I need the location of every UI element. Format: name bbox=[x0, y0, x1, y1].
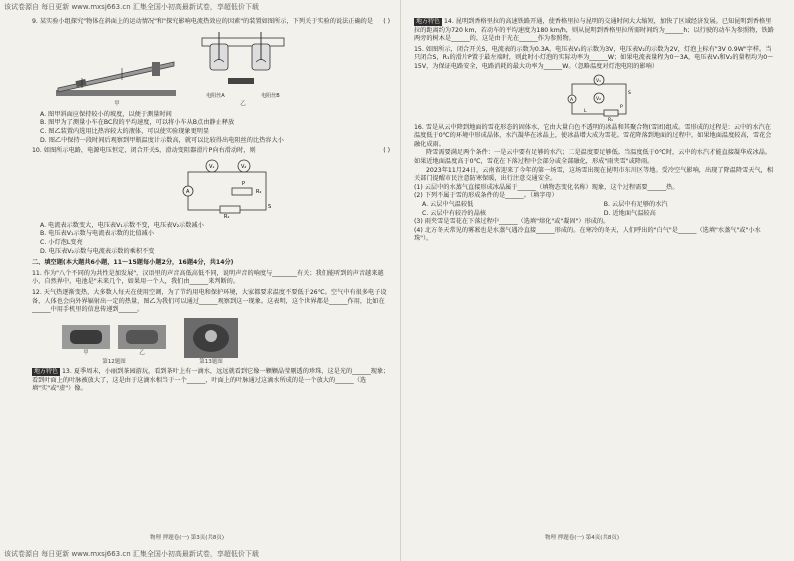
q10-label-p: P bbox=[242, 180, 246, 187]
q10-label-a: A bbox=[186, 188, 190, 195]
q12-label-b: 乙 bbox=[139, 350, 145, 357]
q16-option-a: A. 云层中气温较低 bbox=[422, 200, 474, 208]
question-12: 12. 天气热逐渐变热，大多数人每天在使用空调，为了节约用电和保护环境，大家都要求温度不要低于26℃。空气中有很多电子设备，人体也会向外界辐射出一定的热量，图乙为我们可以通过______观察到这一现象。这表明，这个世界都是______作用，比如在______中用手机里的信息传递到______。 bbox=[32, 288, 387, 314]
right-column bbox=[414, 16, 776, 244]
q15-label-v2: V₂ bbox=[596, 96, 601, 102]
q10-option-d: D. 电压表V₂示数与电流表示数的乘积不变 bbox=[40, 247, 155, 255]
q9-option-d: D. 图乙中保持一段时间后观察到甲瓶温度计示数高，就可以比较得出电阻丝的比热容大小 bbox=[40, 136, 284, 144]
q15-text: 15. 如图所示，闭合开关S，电流表的示数为0.3A，电压表V₁的示数为3V，电压表V₂的示数为2V，灯泡上标有"3V 0.9W"字样。当只闭合S，R₁的滑片P置于最左端时，则此时小灯泡的实际功率为______W；如果电流表量程为0～3A，电压表V₁和V₂的量程均为0～15V，为保证电路安全，电路消耗的最大功率为______W。（忽略温度对灯泡电阻的影响） bbox=[414, 45, 774, 70]
page-fold bbox=[400, 0, 401, 561]
q15-label-s: S bbox=[628, 90, 631, 96]
q16-option-b: B. 云层中有足够的水汽 bbox=[603, 200, 668, 208]
q12-caption: 第12题图 bbox=[102, 358, 126, 365]
watermark-bottom: 该试卷源自 每日更新 www.mxsj663.cn 汇集全国小初高最新试卷，享超低价下载 bbox=[4, 550, 259, 558]
q15-label-v1: V₁ bbox=[596, 78, 601, 84]
fig-label: 电阻丝A bbox=[206, 92, 225, 99]
fig-label: 电阻丝B bbox=[261, 92, 280, 99]
q10-label-v2: V₂ bbox=[241, 163, 247, 170]
q10-answer-blank: ( ) bbox=[383, 147, 390, 155]
q9-option-a: A. 图甲斜面应保持较小的坡度，以便于测量时间 bbox=[40, 110, 172, 118]
q12-q13-figures bbox=[62, 318, 390, 367]
q9-fig-b-labels bbox=[188, 92, 298, 101]
q16-option-c: C. 云层中有较冷的晶核 bbox=[422, 209, 486, 217]
q16-paragraph-1: 16. 雪是从云中降到地面的雪花形态的固体水，它由大量白色不透明的冰晶和其聚合物(雪团)组成。雪形成的过程是：云中的水汽在温度低于0℃的环境中形成晶体，水汽凝华在冰晶上，使冰晶增大成为雪花。雪花降落到地面的过程中，如果地面温度较高，雪花会融化成雨。 bbox=[414, 123, 772, 148]
q10-option-b: B. 电压表V₁示数与电流表示数的比值减小 bbox=[40, 230, 154, 238]
q13-text: 13. 夏季周末，小丽到茶园游玩，看到茶叶上有一滴水，远远就看到它像一颗颗晶莹剔透的珍珠，这是光的______现象；看到叶面上的叶脉被放大了，这是由于这滴水相当于一个______，叶面上的叶脉通过这滴水所成的是一个放大的______（选填"实"或"虚"）像。 bbox=[32, 368, 390, 393]
q10-label-v1: V₁ bbox=[209, 163, 215, 170]
q9-figure-a bbox=[52, 48, 182, 109]
q13-caption: 第13题图 bbox=[199, 358, 223, 365]
q12-figure bbox=[62, 325, 166, 366]
left-column bbox=[32, 16, 390, 394]
mask-image-b bbox=[118, 325, 166, 349]
q9-option-b: B. 图甲为了测量小车在BC段的平均速度，可以将小车从B点由静止释放 bbox=[40, 119, 235, 127]
q12-label-a: 甲 bbox=[83, 350, 89, 357]
incline-figure bbox=[52, 48, 182, 100]
q9-option-c: C. 图乙装置内选用比热容较大的液体，可以使实验现象更明显 bbox=[40, 127, 210, 135]
watermark-top: 该试卷源自 每日更新 www.mxsj663.cn 汇集全国小初高最新试卷，享超低价下载 bbox=[4, 3, 259, 11]
section-2-heading: 二、填空题(本大题共6小题，11～15题每小题2分，16题4分，共14分) bbox=[32, 259, 234, 267]
q10-label-r1: R₁ bbox=[224, 213, 230, 220]
q9-figure-b bbox=[188, 30, 298, 109]
q10-label-r2: R₂ bbox=[256, 188, 262, 195]
q9-stem: 9. 某实验小组探究"物体在斜面上的运动情况"和"探究影响电流热效应的因素"的装置如图所示，下列关于实验的说法正确的是 bbox=[32, 18, 374, 25]
q14-local-tag: 地方特色 bbox=[416, 18, 441, 25]
question-9 bbox=[32, 18, 390, 145]
q10-label-s: S bbox=[268, 203, 272, 210]
q15-label-l: L bbox=[584, 108, 587, 114]
q16-sub-4: (4) 北方冬天常见的雾凇也是水蒸气遇冷直接______形成的。在寒冷的冬天，人们呼出的"白气"是______（选填"水蒸气"或"小水珠"）。 bbox=[414, 226, 761, 243]
q9-answer-blank: ( ) bbox=[383, 18, 390, 25]
q16-sub-1: (1) 云层中的水蒸气直接形成冰晶属于______（填物态变化名称）现象，这个过程需要______热。 bbox=[414, 183, 679, 191]
q15-label-a: A bbox=[570, 97, 574, 103]
q15-label-r1: R₁ bbox=[608, 117, 613, 122]
question-16 bbox=[414, 124, 776, 244]
q9-figures bbox=[52, 30, 390, 109]
q13-local-tag: 地方特色 bbox=[34, 368, 59, 376]
q9-fig-a-caption: 甲 bbox=[114, 101, 120, 108]
heating-circuit-figure bbox=[188, 30, 298, 92]
right-footer: 物理 押题卷(一) 第4页(共8页) bbox=[545, 535, 620, 541]
q16-sub-3: (3) 雨夹雪是雪花在下落过程中______（选填"熔化"或"凝固"）形成的。 bbox=[414, 218, 610, 226]
q9-fig-b-caption: 乙 bbox=[240, 101, 246, 108]
q16-paragraph-2: 降雪需要满足两个条件：一是云中要有足够的水汽；二是温度要足够低。当温度低于0℃时，云中的水汽才能直接凝华成冰晶。如果近地面温度高于0℃，雪花在下落过程中会部分或全部融化，形成"雨夹雪"或降雨。 bbox=[414, 149, 772, 165]
q10-circuit-figure bbox=[172, 158, 282, 220]
q16-options bbox=[414, 201, 776, 218]
q16-paragraph-3: 2023年11月24日，云南省迎来了今年的第一场雪，这场雪出现在昆明市东川区等地。受冷空气影响，出现了降温降雪天气，相关部门提醒市民注意防寒保暖，出行注意交通安全。 bbox=[414, 166, 774, 183]
q10-option-a: A. 电流表示数变大，电压表V₁示数不变，电压表V₂示数减小 bbox=[40, 221, 204, 229]
question-11: 11. 作为"八个不同的为共性是加发展"，汉语里的声音高低高低不同，说明声音的响度与________有关；我们能听到的声音越来越小，自然界中，电池是"未来几个，如果用一个人，我们由______来判断的。 bbox=[32, 269, 384, 286]
question-13 bbox=[32, 368, 390, 394]
water-drop-leaf-photo bbox=[184, 318, 238, 358]
left-footer: 物理 押题卷(一) 第3页(共8页) bbox=[150, 535, 225, 541]
q10-stem: 10. 如图所示电路，电源电压恒定，闭合开关S，滑动变阻器滑片P向右滑动时，则 bbox=[32, 147, 256, 155]
q15-circuit-figure bbox=[564, 74, 634, 122]
question-14 bbox=[414, 18, 776, 44]
q15-label-p: P bbox=[620, 104, 623, 110]
question-10 bbox=[32, 147, 390, 256]
q16-sub-2: (2) 下列不属于雪的形成条件的是______。（填字母） bbox=[414, 192, 558, 200]
question-15 bbox=[414, 46, 776, 122]
q13-figure bbox=[184, 318, 238, 367]
q14-text: 14. 昆明到香格里拉的高速铁路开通，使香格里拉与昆明的交通时间大大缩短，加快了区域经济发展。已知昆明到香格里拉的距离约为720 km，若动车的平均速度为180 km/h，则从昆明到香格里拉所需时间约为______h；以行驶的动车为参照物，铁路两旁的树木是______的，这是由于光在______作为参照物。 bbox=[414, 18, 774, 43]
q16-option-d: D. 近地面气温较高 bbox=[603, 209, 656, 217]
mask-image-a bbox=[62, 325, 110, 349]
q10-option-c: C. 小灯泡L变亮 bbox=[40, 238, 83, 246]
